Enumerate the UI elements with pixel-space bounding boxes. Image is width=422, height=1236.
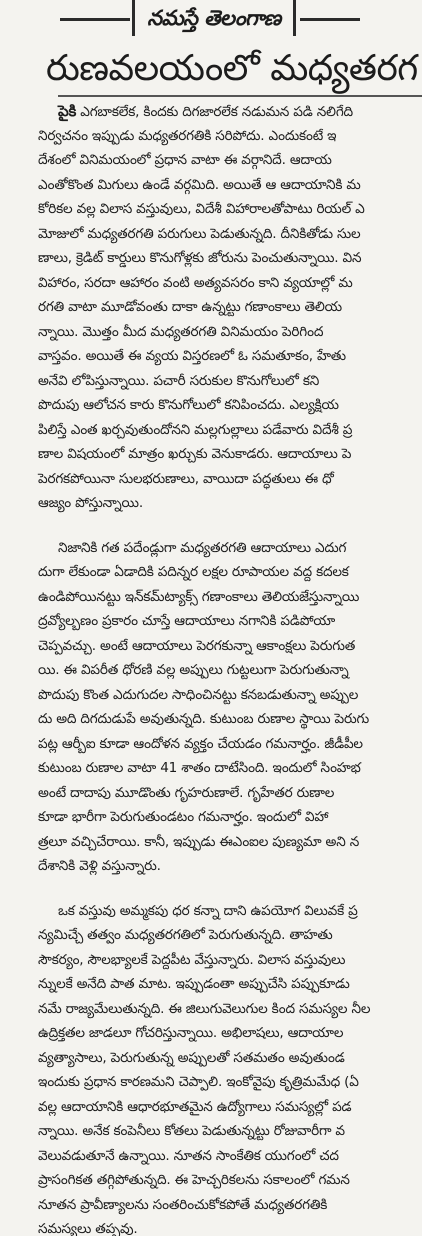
text-line: దుగా లేకుండా ఏడాదికి పదిన్నర లక్షల రూపాయల వద్ద కదలక [38,564,349,580]
text-line: యి. ఈ విపరీత ధోరణి వల్ల అప్పులు గుట్టలుగా పెరుగుతున్నా [38,662,349,678]
text-line: ఆజ్యం పోస్తున్నాయి. [38,495,143,511]
text-line: న్నులకే అనేది పాత మాట. ఇప్పుడంతా అప్పుచేసి పప్పుకూడు [38,976,350,992]
text-line: ఇందుకు ప్రధాన కారణమని చెప్పాలి. ఇంకోవైపు కృత్రిమమేధ (ఏ [38,1074,359,1090]
text-line: పొదుపు కొంత ఎదుగుదల సాధించినట్టు కనబడుతున్నా అప్పుల [38,686,359,703]
text-line: ప్రాసంగికత తగ్గిపోతున్నది. ఈ హెచ్చరికలను సకాలంలో గమన [38,1172,350,1188]
line-text: ఎగబాకలేక, కిందకు దిగజారలేక నడుమన పడి నలిగేది [76,104,353,120]
text-line: చెప్పవచ్చు. అంటే ఆదాయాలు పెరగకున్నా ఆకాంక్షలు పెరుగుత [38,637,356,654]
text-line: కూడా భారీగా పెరుగుతుండటం గమనార్హం. ఇందులో విహా [38,809,329,825]
text-line: రగతి వాటా మూడోవంతు దాకా ఉన్నట్టు గణాంకాలు తెలియ [38,299,342,315]
text-line: అంటే దాదాపు మూడొంతు గృహరుణాలే. గృహేతర రుణాల [38,784,335,801]
text-line: ఉద్రిక్తతల జాడలూ గోచరిస్తున్నాయి. అభిలాషలు, ఆదాయాల [38,1025,344,1041]
text-line: సమస్యలు తప్పవు. [38,1221,138,1236]
masthead-rule-left [60,18,130,21]
text-line: పట్ల ఆర్బీఐ కూడా ఆందోళన వ్యక్తం చేయడం గమనార్హం. జీడీపీల [38,735,363,752]
text-line: దేశానికి వెళ్లి వస్తున్నారు. [38,858,161,874]
text-line: వల్ల ఆదాయానికి ఆధారభూతమైన ఉద్యోగాలు సమస్యల్లో పడ [38,1098,352,1115]
masthead [0,0,422,40]
text-line: మోజులో మధ్యతరగతి పరుగులు పెడుతున్నది. దీనికితోడు సుల [38,225,361,242]
text-line: పిలిస్తే ఎంత ఖర్చవుతుందోనని మల్లగుల్లాలు పడేవారు విదేశీ ప్ర [38,421,353,438]
paragraph-2 [0,536,422,879]
text-line: పెరగకపోయినా సులభరుణాలు, వాయిదా పద్ధతులు ఈ ధో [38,470,334,487]
paragraph-3 [0,899,422,1236]
text-line: న్నాయి. మొత్తం మీద మధ్యతరగతి వినిమయం పెరిగింద [38,323,324,340]
text-line: ఎంతోకొంత మిగులు ఉండే వర్గమిది. అయితే ఆ ఆదాయానికి మ [38,176,361,193]
text-line: ఒక వస్తువు అమ్మకపు ధర కన్నా దాని ఉపయోగ విలువకే ప్ర [58,902,358,919]
masthead-title: నమస్తే తెలంగాణ [132,0,296,36]
masthead-rule-right [300,18,360,21]
text-line: నిజానికి గత పదేండ్లుగా మధ్యతరగతి ఆదాయాలు ఎదుగ [58,539,347,556]
text-line: సౌకర్యం, సౌలభ్యాలకే పెద్దపీట వేస్తున్నారు. విలాస వస్తువులు [38,951,346,968]
text-line: న్యమిచ్చే తత్వం మధ్యతరగతిలో పెరుగుతున్నది. తాహతు [38,927,333,943]
article-headline: రుణవలయంలో మధ్యతరగ [46,48,418,89]
text-line: నమే రాజ్యమేలుతున్నది. ఈ జిలుగువెలుగుల కింద సమస్యల నీల [38,1000,371,1017]
text-line: దు అది దిగదుడుపే అవుతున్నది. కుటుంబ రుణాల స్థాయి పెరుగు [38,711,369,727]
text-line: న్నాయి. అనేక కంపెనీలు కోతలు పెడుతున్నట్టు రోజువారీగా వ [38,1123,345,1139]
headline-underline [58,95,422,97]
text-line: కోరికల వల్ల విలాస వస్తువులు, విదేశీ విహారాలతోపాటు రియల్ ఎ [38,201,365,217]
text-line: ఉండిపోయినట్టు ఇన్‌కమ్‌ట్యాక్స్ గణాంకాలు తెలియజేస్తున్నాయి [38,588,360,605]
text-line: దేశంలో వినిమయంలో ప్రధాన వాటా ఈ వర్గానిదే. ఆదాయ [38,152,332,168]
text-line: వాస్తవం. అయితే ఈ వ్యయ విస్తరణలో ఓ సమతూకం, హేతు [38,348,346,364]
article-body [0,99,422,1236]
text-line: ణాలు, క్రెడిట్ కార్డులు కొనుగోళ్లకు జోరును పెంచుతున్నాయి. విన [38,250,362,266]
text-line: అనేవి లోపిస్తున్నాయి. పచారీ సరుకుల కొనుగోలులో కని [38,372,320,389]
text-line: త్రలూ వచ్చిచేరాయి. కానీ, ఇప్పుడు ఈఎంఐల పుణ్యమా అని న [38,833,360,850]
text-line: ద్రవ్యోల్బణం ప్రకారం చూస్తే ఆదాయాలు నగానికి పడిపోయా [38,613,335,629]
text-line: నూతన ప్రావీణ్యాలను సంతరించుకోకపోతే మధ్యతరగతికి [38,1196,328,1213]
text-line: వెలువడుతూనే ఉన్నాయి. నూతన సాంకేతిక యుగంలో చద [38,1147,339,1164]
text-line: ణాల విషయంలో మాత్రం ఖర్చుకు వెనుకాడరు. ఆదాయాలు పె [38,446,352,462]
text-line: నిర్వచనం ఇప్పుడు మధ్యతరగతికి సరిపోదు. ఎందుకంటే ఇ [38,127,337,144]
text-line [0,99,422,124]
text-line: విహారం, సరదా ఆహారం వంటి అత్యవసరం కాని వ్యయాల్లో మ [38,274,353,291]
text-line: వ్యత్యాసాలు, పెరుగుతున్న అప్పులతో సతమతం అవుతుండ [38,1049,345,1066]
lead-word: పైకి [58,102,77,120]
paragraph-1 [0,99,422,516]
text-line: కుటుంబ రుణాల వాటా 41 శాతం దాటేసింది. ఇందులో సింహభ [38,760,361,776]
text-line: పొదుపు ఆలోచన కారు కొనుగోలులో కనిపించదు. ఎల్యక్షియ [38,397,339,413]
